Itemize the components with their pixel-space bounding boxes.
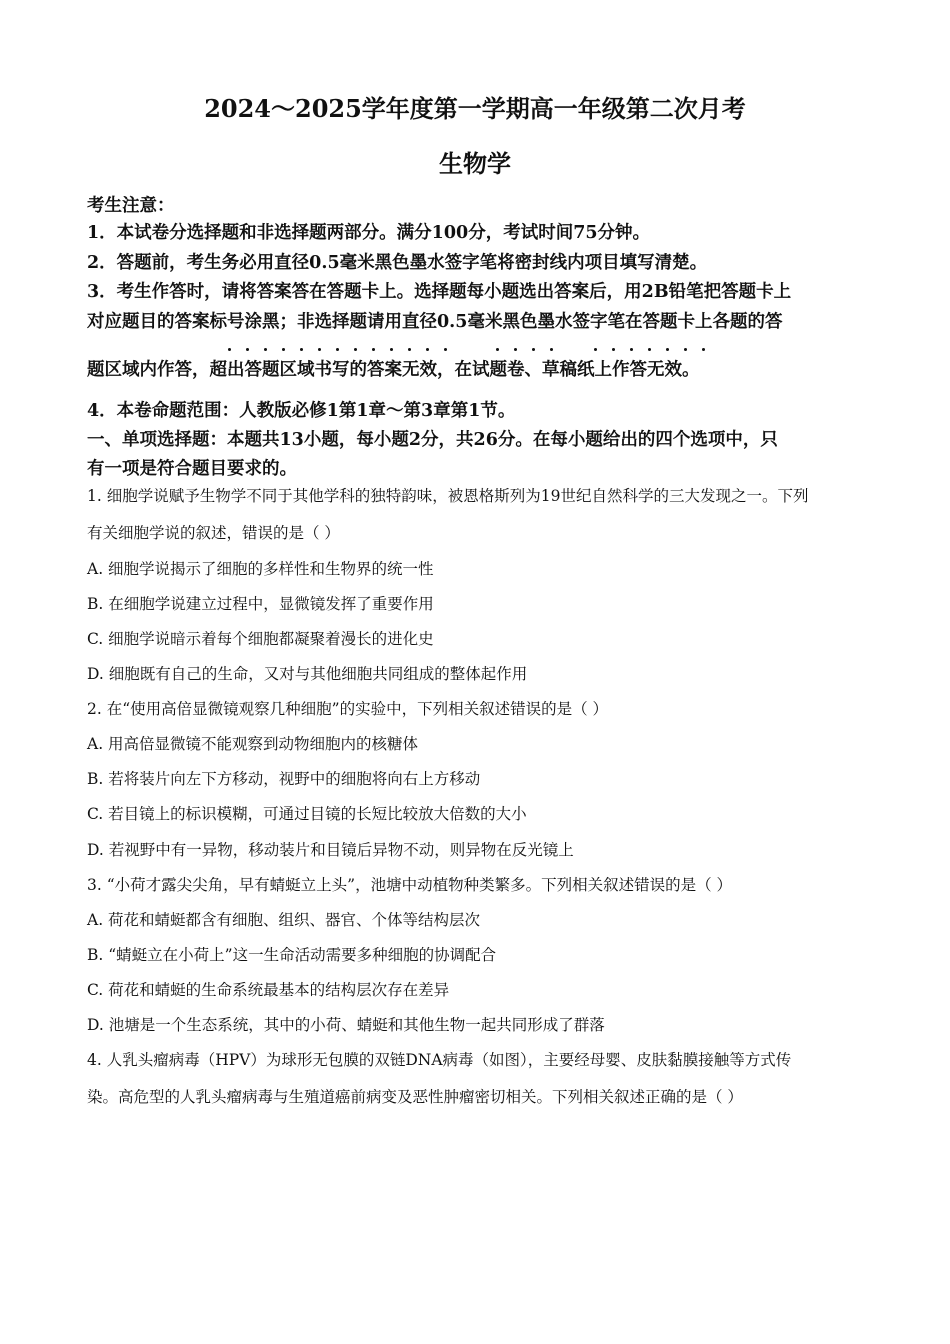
question-option: A. 用高倍显微镜不能观察到动物细胞内的核糖体 (87, 735, 419, 753)
question-stem: 4. 人乳头瘤病毒（HPV）为球形无包膜的双链DNA病毒（如图），主要经母婴、皮肤黏膜接触等方式传 (87, 1051, 792, 1069)
question-option: D. 细胞既有自己的生命，又对与其他细胞共同组成的整体起作用 (87, 665, 528, 683)
subject-title: 生物学 (439, 149, 511, 178)
question-stem: 3. “小荷才露尖尖角，早有蜻蜓立上头”，池塘中动植物种类繁多。下列相关叙述错误的是（ ） (87, 876, 732, 894)
question-stem: 1. 细胞学说赋予生物学不同于其他学科的独特韵味，被恩格斯列为19世纪自然科学的三大发现之一。下列 (87, 487, 809, 505)
section-heading: 有一项是符合题目要求的。 (87, 459, 297, 479)
question-option: C. 荷花和蜻蜓的生命系统最基本的结构层次存在差异 (87, 981, 450, 999)
question-option: A. 细胞学说揭示了细胞的多样性和生物界的统一性 (87, 560, 434, 578)
question-option: D. 若视野中有一异物，移动装片和目镜后异物不动，则异物在反光镜上 (87, 841, 574, 859)
question-option: B. “蜻蜓立在小荷上”这一生命活动需要多种细胞的协调配合 (87, 946, 497, 964)
notice-item: 4．本卷命题范围：人教版必修1第1章～第3章第1节。 (87, 401, 516, 421)
question-option: C. 若目镜上的标识模糊，可通过目镜的长短比较放大倍数的大小 (87, 805, 527, 823)
question-stem: 2. 在“使用高倍显微镜观察几种细胞”的实验中，下列相关叙述错误的是（ ） (87, 700, 608, 718)
question-option: B. 在细胞学说建立过程中，显微镜发挥了重要作用 (87, 595, 434, 613)
notice-heading: 考生注意： (87, 196, 175, 216)
emphasis-dots (594, 348, 714, 354)
question-option: B. 若将装片向左下方移动，视野中的细胞将向右上方移动 (87, 770, 481, 788)
question-option: D. 池塘是一个生态系统，其中的小荷、蜻蜓和其他生物一起共同形成了群落 (87, 1016, 605, 1034)
notice-item: 1．本试卷分选择题和非选择题两部分。满分100分，考试时间75分钟。 (87, 223, 651, 243)
question-option: C. 细胞学说暗示着每个细胞都凝聚着漫长的进化史 (87, 630, 434, 648)
notice-item: 对应题目的答案标号涂黑；非选择题请用直径0.5毫米黑色墨水签字笔在答题卡上各题的答 (87, 312, 783, 332)
notice-item: 题区域内作答，超出答题区域书写的答案无效，在试题卷、草稿纸上作答无效。 (87, 360, 700, 380)
question-stem: 有关细胞学说的叙述，错误的是（ ） (87, 524, 340, 542)
section-heading: 一、单项选择题：本题共13小题，每小题2分，共26分。在每小题给出的四个选项中，只 (87, 430, 778, 450)
notice-item: 3．考生作答时，请将答案答在答题卡上。选择题每小题选出答案后，用2B铅笔把答题卡上 (87, 282, 792, 302)
exam-title: 2024～2025学年度第一学期高一年级第二次月考 (204, 94, 746, 123)
question-option: A. 荷花和蜻蜓都含有细胞、组织、器官、个体等结构层次 (87, 911, 481, 929)
emphasis-dots (496, 348, 566, 354)
emphasis-dots (228, 348, 458, 354)
question-stem: 染。高危型的人乳头瘤病毒与生殖道癌前病变及恶性肿瘤密切相关。下列相关叙述正确的是（ ） (87, 1088, 743, 1106)
notice-item: 2．答题前，考生务必用直径0.5毫米黑色墨水签字笔将密封线内项目填写清楚。 (87, 253, 708, 273)
